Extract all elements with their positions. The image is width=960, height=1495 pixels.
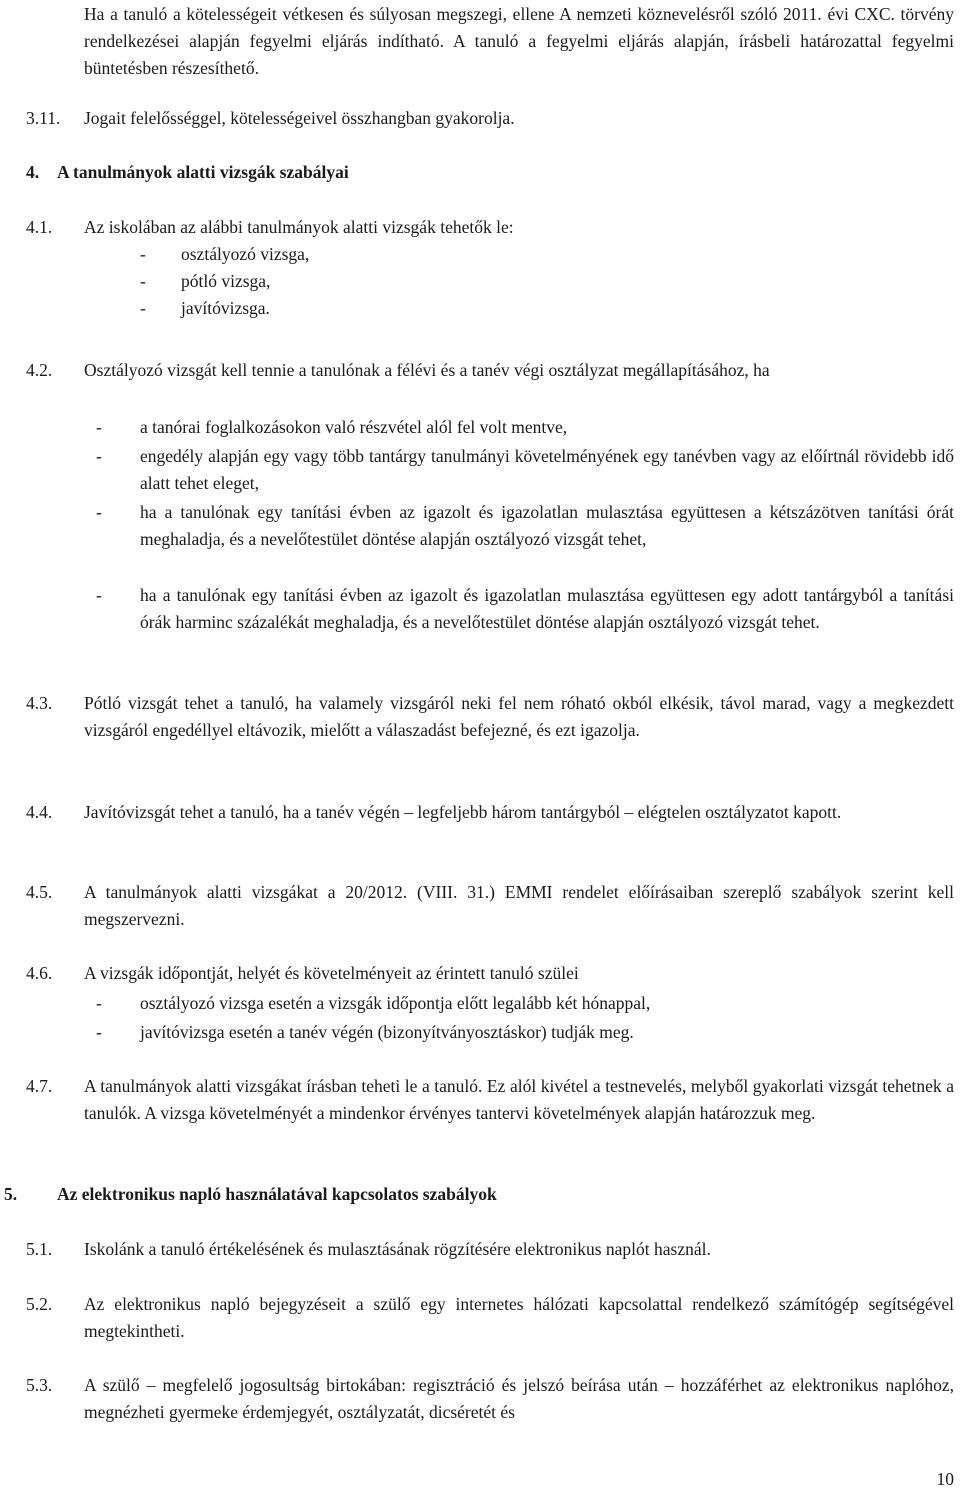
- list-bullet: -: [140, 244, 146, 264]
- section-text: A szülő – megfelelő jogosultság birtokában: regisztráció és jelszó beírása után – hozzáférhet az elektronikus naplóhoz, megnézheti gyermeke érdemjegyét, osztályzatát, dicséretét és: [84, 1375, 954, 1422]
- section-number: 4.1.: [26, 217, 53, 237]
- section-text: Az iskolában az alábbi tanulmányok alatti vizsgák tehetők le:: [84, 217, 514, 237]
- section-number: 4.2.: [26, 360, 53, 380]
- section-text: A tanulmányok alatti vizsgákat a 20/2012. (VIII. 31.) EMMI rendelet előírásaiban szereplő szabályok szerint kell megszervezni.: [84, 882, 954, 929]
- list-item: engedély alapján egy vagy több tantárgy tanulmányi követelményének egy tanévben vagy az előírtnál rövidebb idő alatt tehet eleget,: [140, 446, 954, 493]
- section-text: Javítóvizsgát tehet a tanuló, ha a tanév végén – legfeljebb három tantárgyból – elégtelen osztályzatot kapott.: [84, 802, 842, 822]
- section-number: 4.5.: [26, 882, 53, 902]
- section-number: 5.1.: [26, 1239, 53, 1259]
- list-item: javítóvizsga esetén a tanév végén (bizonyítványosztáskor) tudják meg.: [140, 1022, 634, 1042]
- page-number: 10: [936, 1469, 954, 1489]
- list-item: javítóvizsga.: [181, 298, 270, 318]
- section-text: Osztályozó vizsgát kell tennie a tanulónak a félévi és a tanév végi osztályzat megállapításához, ha: [84, 360, 770, 380]
- list-bullet: -: [96, 417, 102, 437]
- section-text: Iskolánk a tanuló értékelésének és mulasztásának rögzítésére elektronikus naplót használ.: [84, 1239, 711, 1259]
- list-bullet: -: [140, 271, 146, 291]
- list-item: ha a tanulónak egy tanítási évben az igazolt és igazolatlan mulasztása együttesen egy adott tantárgyból a tanítási órák harminc százalékát meghaladja, és a nevelőtestület döntése alapján osztályozó vizsgát tehet.: [140, 585, 954, 632]
- heading-number: 5.: [4, 1184, 18, 1204]
- list-bullet: -: [140, 298, 146, 318]
- section-number: 4.6.: [26, 963, 53, 983]
- section-text: Jogait felelősséggel, kötelességeivel összhangban gyakorolja.: [84, 108, 515, 128]
- section-text: A tanulmányok alatti vizsgákat írásban teheti le a tanuló. Ez alól kivétel a testnevelés, melyből gyakorlati vizsgát tehetnek a tanulók. A vizsga követelményét a mindenkor érvényes tantervi követelmények alapján határozzuk meg.: [84, 1076, 954, 1123]
- list-item: pótló vizsga,: [181, 271, 271, 291]
- section-text: A vizsgák időpontját, helyét és követelményeit az érintett tanuló szülei: [84, 963, 579, 983]
- list-item: ha a tanulónak egy tanítási évben az igazolt és igazolatlan mulasztása együttesen a kétszázötven tanítási órát meghaladja, és a nevelőtestület döntése alapján osztályozó vizsgát tehet,: [140, 502, 954, 549]
- section-number: 5.3.: [26, 1375, 53, 1395]
- section-text: Az elektronikus napló bejegyzéseit a szülő egy internetes hálózati kapcsolattal rendelkező számítógép segítségével megtekintheti.: [84, 1294, 954, 1341]
- list-item: osztályozó vizsga,: [181, 244, 310, 264]
- section-number: 4.4.: [26, 802, 53, 822]
- list-bullet: -: [96, 1022, 102, 1042]
- section-number: 4.3.: [26, 693, 53, 713]
- list-bullet: -: [96, 502, 102, 522]
- section-number: 3.11.: [26, 108, 61, 128]
- list-bullet: -: [96, 446, 102, 466]
- list-bullet: -: [96, 993, 102, 1013]
- intro-paragraph: Ha a tanuló a kötelességeit vétkesen és súlyosan megszegi, ellene A nemzeti köznevelésről szóló 2011. évi CXC. törvény rendelkezései alapján fegyelmi eljárás indítható. A tanuló a fegyelmi eljárás alapján, írásbeli határozattal fegyelmi büntetésben részesíthető.: [84, 4, 954, 78]
- heading-number: 4.: [26, 162, 40, 182]
- heading-title: Az elektronikus napló használatával kapcsolatos szabályok: [57, 1184, 497, 1204]
- heading-title: A tanulmányok alatti vizsgák szabályai: [57, 162, 349, 182]
- list-item: osztályozó vizsga esetén a vizsgák időpontja előtt legalább két hónappal,: [140, 993, 651, 1013]
- section-number: 5.2.: [26, 1294, 53, 1314]
- list-bullet: -: [96, 585, 102, 605]
- list-item: a tanórai foglalkozásokon való részvétel alól fel volt mentve,: [140, 417, 568, 437]
- section-number: 4.7.: [26, 1076, 53, 1096]
- section-text: Pótló vizsgát tehet a tanuló, ha valamely vizsgáról neki fel nem róható okból elkésik, távol marad, vagy a megkezdett vizsgáról engedéllyel eltávozik, mielőtt a válaszadást befejezné, és ezt igazolja.: [84, 693, 954, 740]
